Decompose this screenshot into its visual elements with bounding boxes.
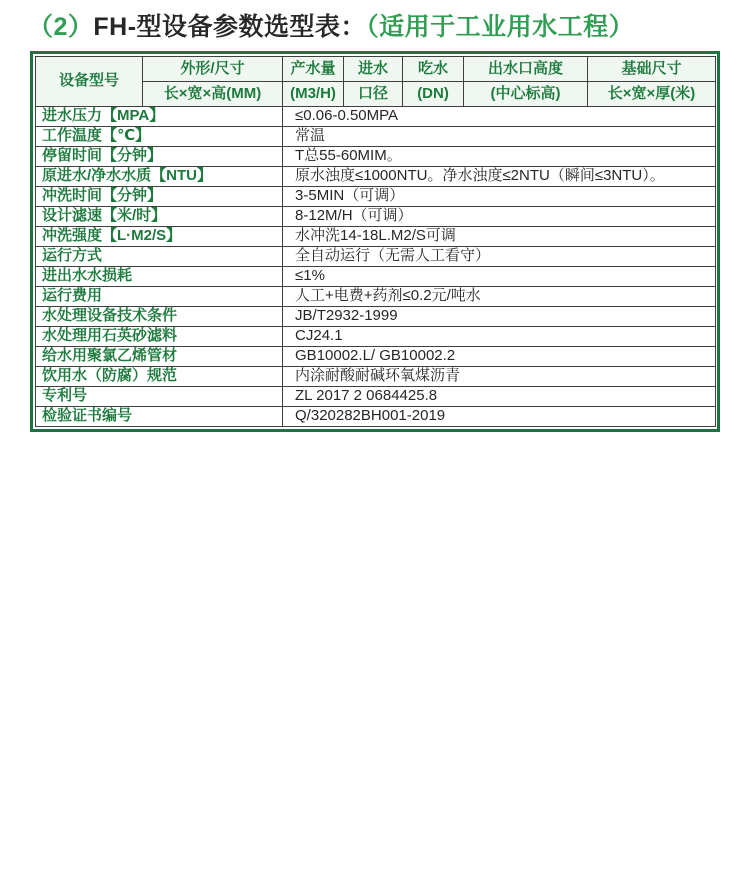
header-outlet-height: 出水口高度 [464,57,588,82]
title-main: FH-型设备参数选型表： [93,13,367,41]
spec-row [36,167,716,187]
header-dimensions: 外形/尺寸 [143,57,283,82]
spec-value: GB10002.L/ GB10002.2 [283,347,716,367]
spec-label: 给水用聚氯乙烯管材 [36,347,283,367]
parameter-table [35,56,716,427]
header-dn-unit: (DN) [403,82,464,107]
spec-row [36,107,716,127]
spec-value: ≤1% [283,267,716,287]
spec-label: 水处理用石英砂滤料 [36,327,283,347]
header-foundation: 基础尺寸 [588,57,716,82]
header-inlet-unit: 口径 [344,82,403,107]
spec-value: CJ24.1 [283,327,716,347]
spec-row [36,127,716,147]
spec-value: Q/320282BH001-2019 [283,407,716,427]
spec-label: 设计滤速【米/时】 [36,207,283,227]
header-dn: 吃水 [403,57,464,82]
spec-value: JB/T2932-1999 [283,307,716,327]
spec-label: 进出水水损耗 [36,267,283,287]
header-output-unit: (M3/H) [283,82,344,107]
spec-label: 冲洗时间【分钟】 [36,187,283,207]
header-outlet-height-unit: (中心标高) [464,82,588,107]
spec-row [36,287,716,307]
spec-value: 全自动运行（无需人工看守） [283,247,716,267]
spec-value: ≤0.06-0.50MPA [283,107,716,127]
spec-label: 进水压力【MPA】 [36,107,283,127]
header-output: 产水量 [283,57,344,82]
spec-label: 停留时间【分钟】 [36,147,283,167]
spec-label: 冲洗强度【L·M2/S】 [36,227,283,247]
spec-row [36,227,716,247]
spec-row [36,367,716,387]
spec-value: 8-12M/H（可调） [283,207,716,227]
spec-label: 检验证书编号 [36,407,283,427]
spec-row [36,407,716,427]
spec-value: ZL 2017 2 0684425.8 [283,387,716,407]
page-title [28,7,750,43]
header-dimensions-unit: 长×宽×高(MM) [143,82,283,107]
title-scope: （适用于工业用水工程） [366,13,635,41]
spec-row [36,187,716,207]
spec-label: 运行费用 [36,287,283,307]
spec-row [36,347,716,367]
spec-value: 内涂耐酸耐碱环氧煤沥青 [283,367,716,387]
spec-row [36,207,716,227]
spec-value: 水冲洗14-18L.M2/S可调 [283,227,716,247]
spec-label: 工作温度【℃】 [36,127,283,147]
spec-label: 原进水/净水水质【NTU】 [36,167,283,187]
spec-row [36,327,716,347]
spec-row [36,147,716,167]
spec-sheet-page [0,7,750,432]
spec-label: 饮用水（防腐）规范 [36,367,283,387]
header-inlet: 进水 [344,57,403,82]
spec-value: 3-5MIN（可调） [283,187,716,207]
spec-value: 原水浊度≤1000NTU。净水浊度≤2NTU（瞬间≤3NTU）。 [283,167,716,187]
spec-label: 水处理设备技术条件 [36,307,283,327]
spec-row [36,307,716,327]
spec-rows [36,107,716,427]
header-foundation-unit: 长×宽×厚(米) [588,82,716,107]
spec-row [36,247,716,267]
spec-value: 常温 [283,127,716,147]
table-header [36,57,716,107]
spec-label: 运行方式 [36,247,283,267]
spec-value: T总55-60MIM。 [283,147,716,167]
spec-row [36,267,716,287]
header-model: 设备型号 [36,57,143,107]
spec-row [36,387,716,407]
spec-label: 专利号 [36,387,283,407]
spec-value: 人工+电费+药剂≤0.2元/吨水 [283,287,716,307]
table-frame [30,51,720,432]
title-index: （2） [28,13,94,41]
